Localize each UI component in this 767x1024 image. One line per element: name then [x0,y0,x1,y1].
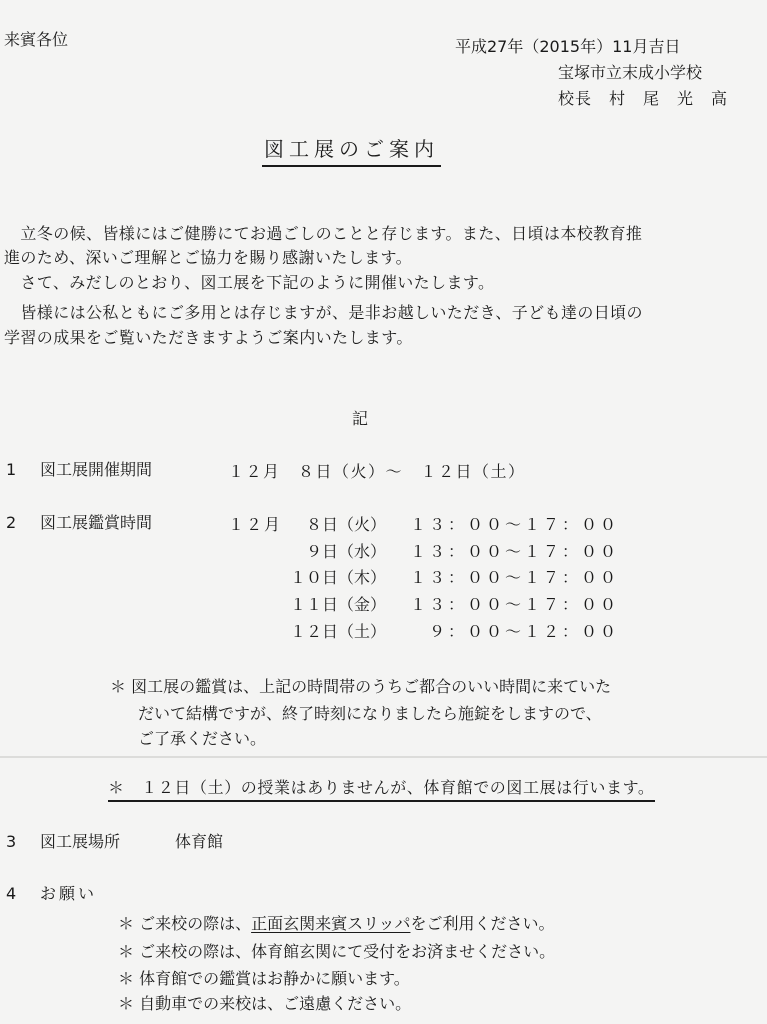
addressee: 来賓各位 [4,30,69,49]
schedule-row-date: ８日（火） [305,515,386,534]
request-line-2: ＊ ご来校の際は、体育館玄関にて受付をお済ませください。 [118,942,556,961]
schedule-row-time: １３：００〜１７：００ [410,568,620,587]
issue-date: 平成27年（2015年）11月吉日 [455,37,681,56]
request-line-1-pre: ＊ ご来校の際は、 [118,914,252,933]
hours-note-line-3: ご了承ください。 [138,729,267,748]
item-number-4: 4 [6,884,17,903]
ki-heading: 記 [352,409,369,428]
schedule-row-time: ９：００〜１２：００ [410,622,620,641]
school-name: 宝塚市立末成小学校 [558,63,703,82]
item-number-1: 1 [6,460,17,479]
hours-note-line-1: ＊ 図工展の鑑賞は、上記の時間帯のうちご都合のいい時間に来ていた [110,677,612,696]
request-line-3: ＊ 体育館での鑑賞はお静かに願います。 [118,969,410,988]
schedule-row-date: １１日（金） [289,595,386,614]
hours-month: １２月 [228,515,283,534]
request-line-1-slippers: 正面玄関来賓スリッパ [251,914,411,933]
schedule-row-date: １２日（土） [289,622,386,641]
paper-fold-line [0,756,767,758]
intro-line-3: さて、みだしのとおり、図工展を下記のように開催いたします。 [4,273,495,292]
period-value: １２月 ８日（火）〜 １２日（土） [228,462,526,481]
page-title: 図工展のご案内 [262,136,441,167]
period-label: 図工展開催期間 [40,460,153,479]
no-class-notice: ＊ １２日（土）の授業はありませんが、体育館での図工展は行います。 [108,778,655,802]
place-label: 図工展場所 [40,832,121,851]
item-number-3: 3 [6,832,17,851]
place-value: 体育館 [175,832,224,851]
request-line-1 [118,914,554,934]
intro-line-1: 立冬の候、皆様にはご健勝にてお過ごしのことと存じます。また、日頃は本校教育推 [4,224,643,243]
intro-line-2: 進のため、深いご理解とご協力を賜り感謝いたします。 [4,248,413,267]
intro-line-4: 皆様には公私ともにご多用とは存じますが、是非お越しいただき、子ども達の日頃の [4,303,643,322]
principal-name: 校長 村 尾 光 高 [558,89,729,108]
intro-line-5: 学習の成果をご覧いただきますようご案内いたします。 [4,328,413,347]
item-number-2: 2 [6,513,17,532]
requests-label: お願い [40,884,98,903]
hours-label: 図工展鑑賞時間 [40,513,153,532]
schedule-row-time: １３：００〜１７：００ [410,515,620,534]
request-line-4: ＊ 自動車での来校は、ご遠慮ください。 [118,994,412,1013]
schedule-row-date: ９日（水） [305,542,386,561]
schedule-row-time: １３：００〜１７：００ [410,542,620,561]
request-line-1-post: をご利用ください。 [410,914,555,933]
schedule-row-time: １３：００〜１７：００ [410,595,620,614]
schedule-row-date: １０日（木） [289,568,386,587]
hours-note-line-2: だいて結構ですが、終了時刻になりましたら施錠をしますので、 [138,704,602,723]
